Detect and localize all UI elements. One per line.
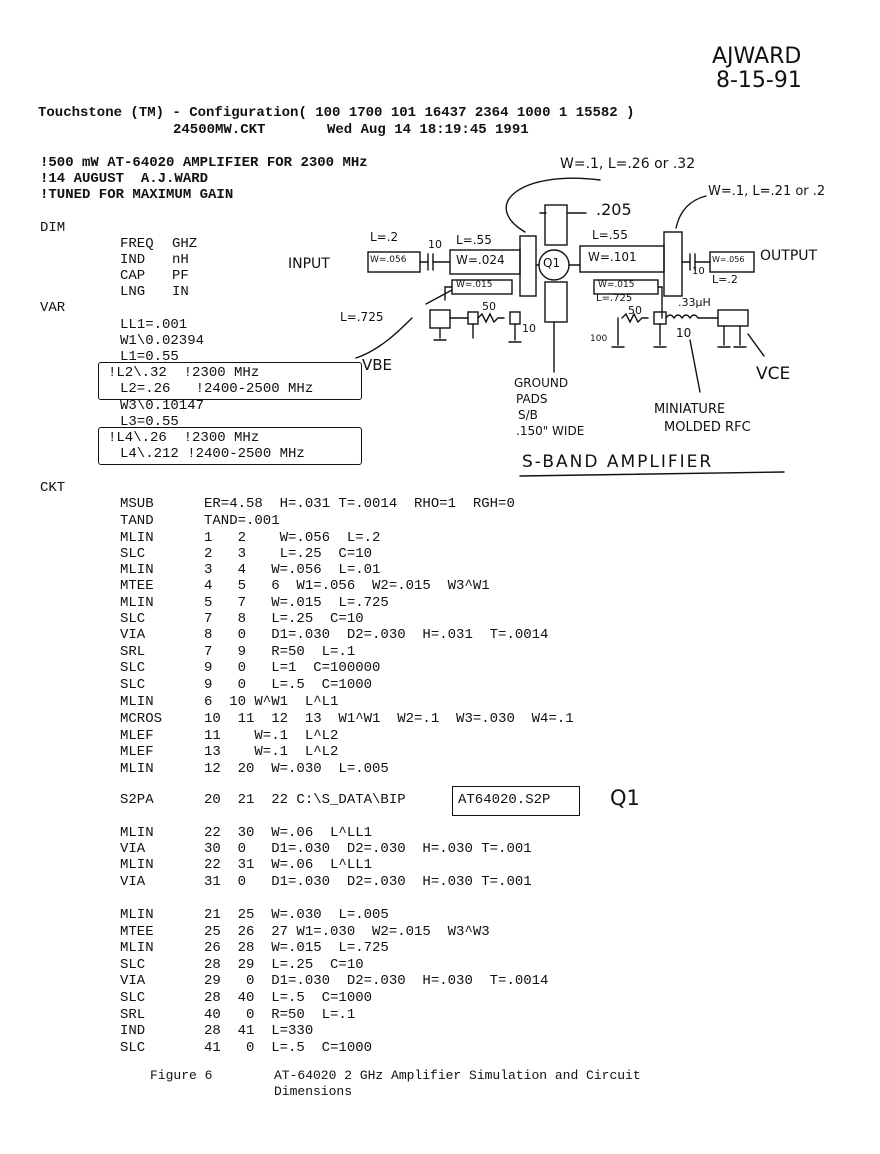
- ckt-params: 13 W=.1 L^L2: [204, 744, 339, 760]
- ckt-params: 30 0 D1=.030 D2=.030 H=.030 T=.001: [204, 841, 532, 857]
- sketch-w-015b: W=.015: [598, 280, 635, 290]
- ckt-params: 26 28 W=.015 L=.725: [204, 940, 389, 956]
- vbe-arrow: [356, 318, 412, 358]
- dim-value: GHZ: [172, 236, 198, 252]
- sketch-ind33: .33μH: [678, 296, 711, 309]
- ckt-row: [0, 644, 880, 660]
- ckt-params: 3 4 W=.056 L=.01: [204, 562, 381, 578]
- comment-line: !500 mW AT-64020 AMPLIFIER FOR 2300 MHz: [40, 155, 368, 171]
- s2p-filename: AT64020.S2P: [458, 792, 551, 808]
- ckt-params: 11 W=.1 L^L2: [204, 728, 339, 744]
- q1-note: Q1: [610, 786, 640, 810]
- var-line: W1\0.02394: [120, 333, 205, 349]
- ckt-row: [0, 907, 880, 923]
- ckt-element: SLC: [120, 611, 146, 627]
- sketch-input-label: INPUT: [288, 256, 330, 272]
- figure-caption: AT-64020 2 GHz Amplifier Simulation and Circuit: [274, 1068, 641, 1083]
- ckt-element: MLIN: [120, 940, 154, 956]
- ckt-params: 9 0 L=.5 C=1000: [204, 677, 373, 693]
- title-underline: [520, 472, 784, 476]
- sketch-c10b: 10: [692, 266, 705, 277]
- ckt-row: [0, 1040, 880, 1056]
- ckt-row: [0, 611, 880, 627]
- ckt-element: SLC: [120, 660, 146, 676]
- ckt-element: MLIN: [120, 907, 154, 923]
- ckt-element: MLIN: [120, 857, 154, 873]
- ckt-params: 20 21 22 C:\S_DATA\BIP: [204, 792, 406, 808]
- sketch-title: S-BAND AMPLIFIER: [522, 452, 714, 472]
- header-config-line: Touchstone (TM) - Configuration( 100 1700 101 16437 2364 1000 1 15582 ): [38, 105, 635, 121]
- sketch-w-024: W=.024: [456, 253, 505, 267]
- ckt-element: VIA: [120, 841, 146, 857]
- rfc-inductor: [666, 315, 698, 318]
- ckt-params: 2 3 L=.25 C=10: [204, 546, 373, 562]
- ckt-element: SLC: [120, 1040, 146, 1056]
- handwritten-box-s2p: [452, 786, 580, 816]
- ckt-element: SLC: [120, 990, 146, 1006]
- var-line: W3\0.10147: [120, 398, 205, 414]
- ckt-element: VIA: [120, 973, 146, 989]
- ckt-params: 40 0 R=50 L=.1: [204, 1007, 356, 1023]
- var-line: L3=0.55: [120, 414, 179, 430]
- ckt-row: [0, 562, 880, 578]
- ckt-params: 10 11 12 13 W1^W1 W2=.1 W3=.030 W4=.1: [204, 711, 574, 727]
- ckt-params: 31 0 D1=.030 D2=.030 H=.030 T=.001: [204, 874, 532, 890]
- ckt-params: 12 20 W=.030 L=.005: [204, 761, 389, 777]
- sketch-ground-3: S/B: [518, 408, 538, 422]
- sketch-ground-2: PADS: [516, 392, 548, 406]
- dim-key: CAP: [120, 268, 146, 284]
- bias-pad-left: [430, 310, 450, 328]
- rfc-arrow: [690, 340, 700, 392]
- sketch-w-101: W=.101: [588, 250, 637, 264]
- ckt-element: MCROS: [120, 711, 163, 727]
- ckt-row: [0, 825, 880, 841]
- ckt-element: MLIN: [120, 694, 154, 710]
- ckt-element: VIA: [120, 874, 146, 890]
- sketch-output-label: OUTPUT: [760, 248, 818, 264]
- ckt-row: [0, 761, 880, 777]
- sketch-rfc-1: MINIATURE: [654, 402, 726, 417]
- var-line: LL1=.001: [120, 317, 188, 333]
- sketch-c10c: 10: [522, 322, 536, 335]
- sketch-l55a: L=.55: [456, 233, 492, 247]
- ckt-params: 5 7 W=.015 L=.725: [204, 595, 389, 611]
- ckt-row-s2pa: [0, 792, 880, 808]
- ckt-row: [0, 874, 880, 890]
- signature-name: AJWARD: [712, 44, 802, 69]
- ckt-params: 22 31 W=.06 L^LL1: [204, 857, 373, 873]
- ckt-row: [0, 694, 880, 710]
- sketch-r50a: 50: [482, 300, 496, 313]
- ground-pad-bottom: [545, 282, 567, 322]
- bias-resistor-50: [478, 314, 504, 322]
- sketch-vbe: VBE: [362, 356, 393, 374]
- ckt-params: 22 30 W=.06 L^LL1: [204, 825, 373, 841]
- sketch-l2a: L=.2: [370, 230, 399, 244]
- ckt-row: [0, 578, 880, 594]
- sketch-r50b: 50: [628, 304, 642, 317]
- ckt-params: 9 0 L=1 C=100000: [204, 660, 381, 676]
- ckt-row: [0, 841, 880, 857]
- ckt-element: SRL: [120, 1007, 146, 1023]
- dim-value: PF: [172, 268, 189, 284]
- ckt-element: MLEF: [120, 744, 154, 760]
- ckt-row: [0, 940, 880, 956]
- sketch-l725a: L=.725: [340, 310, 384, 324]
- ckt-element: MTEE: [120, 578, 154, 594]
- ckt-params: 4 5 6 W1=.056 W2=.015 W3^W1: [204, 578, 490, 594]
- sketch-ground-1: GROUND: [514, 376, 569, 390]
- sketch-c100: 100: [590, 334, 608, 344]
- annotation-arrow-right: [676, 196, 706, 228]
- ckt-element: MLIN: [120, 825, 154, 841]
- ckt-row: [0, 660, 880, 676]
- sketch-w-in: W=.056: [370, 255, 407, 265]
- bias-cap-2: [654, 312, 666, 324]
- ground-pad-top: [545, 205, 567, 245]
- dim-value: IN: [172, 284, 189, 300]
- dim-key: LNG: [120, 284, 146, 300]
- ckt-element: MLEF: [120, 728, 154, 744]
- sketch-note-top: W=.1, L=.26 or .32: [560, 156, 696, 172]
- section-label-dim: DIM: [40, 220, 66, 236]
- sketch-ground-4: .150" WIDE: [516, 424, 585, 438]
- ckt-element: MLIN: [120, 595, 154, 611]
- ckt-params: 6 10 W^W1 L^L1: [204, 694, 339, 710]
- ckt-row: [0, 728, 880, 744]
- dim-key: FREQ: [120, 236, 154, 252]
- dim-value: nH: [172, 252, 189, 268]
- ckt-row: [0, 973, 880, 989]
- ckt-row: [0, 857, 880, 873]
- ckt-row: [0, 924, 880, 940]
- ckt-row: [0, 513, 880, 529]
- sketch-vce: VCE: [756, 364, 791, 384]
- ckt-params: 7 8 L=.25 C=10: [204, 611, 364, 627]
- sketch-l725b: L=.725: [596, 293, 633, 304]
- ckt-params: 21 25 W=.030 L=.005: [204, 907, 389, 923]
- figure-caption-cont: Dimensions: [274, 1084, 353, 1099]
- ckt-row: [0, 595, 880, 611]
- ckt-row: [0, 990, 880, 1006]
- vce-arrow: [748, 334, 764, 356]
- ckt-element: MLIN: [120, 530, 154, 546]
- ckt-element: SRL: [120, 644, 146, 660]
- handwritten-box-l4: [98, 427, 362, 465]
- section-label-ckt: CKT: [40, 480, 66, 496]
- ckt-row: [0, 627, 880, 643]
- sketch-q1-label: Q1: [543, 256, 561, 270]
- ckt-row: [0, 711, 880, 727]
- ckt-params: 8 0 D1=.030 D2=.030 H=.031 T=.0014: [204, 627, 549, 643]
- bias-cap-1: [468, 312, 478, 324]
- var-line: !L2\.32 !2300 MHz: [108, 365, 260, 381]
- sketch-rfc-2: MOLDED RFC: [664, 420, 751, 435]
- input-stub: [520, 236, 536, 296]
- ckt-params: 29 0 D1=.030 D2=.030 H=.030 T=.0014: [204, 973, 549, 989]
- ckt-element: VIA: [120, 627, 146, 643]
- ckt-row: [0, 530, 880, 546]
- ckt-row: [0, 1023, 880, 1039]
- output-stub: [664, 232, 682, 296]
- bias-pad-right: [718, 310, 748, 326]
- ckt-params: TAND=.001: [204, 513, 280, 529]
- dim-key: IND: [120, 252, 146, 268]
- sketch-c10a: 10: [428, 238, 442, 251]
- sketch-note-right: W=.1, L=.21 or .2: [708, 184, 826, 199]
- comment-line: !14 AUGUST A.J.WARD: [40, 171, 209, 187]
- signature-date: 8-15-91: [716, 68, 802, 93]
- ckt-element: TAND: [120, 513, 154, 529]
- header-datetime: Wed Aug 14 18:19:45 1991: [327, 122, 529, 138]
- sketch-w-out: W=.056: [712, 255, 745, 264]
- sketch-w-015a: W=.015: [456, 280, 493, 290]
- ckt-row: [0, 546, 880, 562]
- ckt-params: 7 9 R=50 L=.1: [204, 644, 356, 660]
- ckt-params: 41 0 L=.5 C=1000: [204, 1040, 373, 1056]
- sketch-dim205: .205: [596, 200, 632, 219]
- comment-line: !TUNED FOR MAXIMUM GAIN: [40, 187, 234, 203]
- handwritten-box-l2: [98, 362, 362, 400]
- ckt-params: 1 2 W=.056 L=.2: [204, 530, 381, 546]
- ckt-params: 28 29 L=.25 C=10: [204, 957, 364, 973]
- ckt-params: 28 40 L=.5 C=1000: [204, 990, 373, 1006]
- ckt-row: [0, 1007, 880, 1023]
- ckt-element: MTEE: [120, 924, 154, 940]
- ckt-row: [0, 496, 880, 512]
- sketch-l55b: L=.55: [592, 228, 628, 242]
- ckt-element: MLIN: [120, 761, 154, 777]
- ckt-params: 28 41 L=330: [204, 1023, 314, 1039]
- var-line: L2=.26 !2400-2500 MHz: [120, 381, 314, 397]
- ckt-element: S2PA: [120, 792, 154, 808]
- ckt-element: SLC: [120, 957, 146, 973]
- ckt-element: IND: [120, 1023, 146, 1039]
- sketch-l2b: L=.2: [712, 273, 738, 286]
- ckt-element: SLC: [120, 546, 146, 562]
- ckt-params: 25 26 27 W1=.030 W2=.015 W3^W3: [204, 924, 490, 940]
- var-line: L1=0.55: [120, 349, 179, 365]
- var-line: !L4\.26 !2300 MHz: [108, 430, 260, 446]
- ckt-row: [0, 744, 880, 760]
- annotation-arrow-top: [506, 178, 600, 232]
- header-filename: 24500MW.CKT: [173, 122, 266, 138]
- ckt-row: [0, 957, 880, 973]
- section-label-var: VAR: [40, 300, 66, 316]
- ckt-element: SLC: [120, 677, 146, 693]
- ckt-element: MSUB: [120, 496, 154, 512]
- ckt-params: ER=4.58 H=.031 T=.0014 RHO=1 RGH=0: [204, 496, 515, 512]
- figure-label: Figure 6: [150, 1068, 213, 1083]
- ckt-row: [0, 677, 880, 693]
- ckt-element: MLIN: [120, 562, 154, 578]
- var-line: L4\.212 !2400-2500 MHz: [120, 446, 305, 462]
- sketch-c10d: 10: [676, 326, 692, 340]
